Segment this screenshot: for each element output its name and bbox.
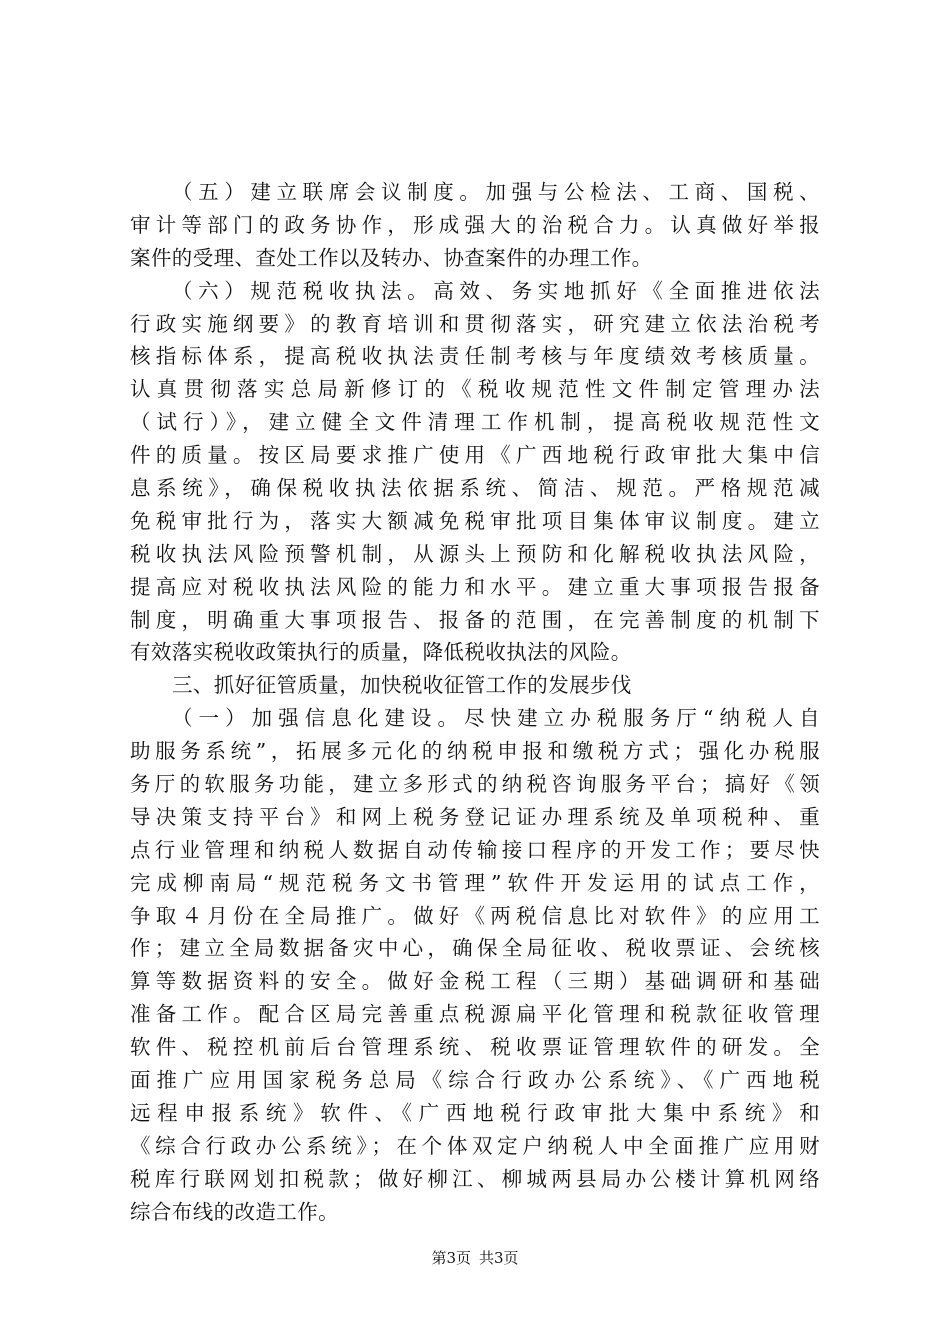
text-line: 提高应对税收执法风险的能力和水平。建立重大事项报告报备 bbox=[130, 574, 820, 599]
text-line: 件的质量。按区局要求推广使用《广西地税行政审批大集中信 bbox=[130, 443, 820, 468]
text-line: 综合布线的改造工作。 bbox=[130, 1199, 339, 1224]
text-line: 点行业管理和纳税人数据自动传输接口程序的开发工作；要尽快 bbox=[130, 837, 820, 862]
document-body bbox=[130, 176, 820, 1229]
text-line: 务厅的软服务功能，建立多形式的纳税咨询服务平台；搞好《领 bbox=[130, 772, 820, 797]
text-line: 有效落实税收政策执行的质量，降低税收执法的风险。 bbox=[130, 640, 632, 665]
text-line: 完成柳南局“规范税务文书管理”软件开发运用的试点工作， bbox=[130, 870, 820, 895]
text-line: 审计等部门的政务协作，形成强大的治税合力。认真做好举报 bbox=[130, 212, 820, 237]
text-line: 软件、税控机前后台管理系统、税收票证管理软件的研发。全 bbox=[130, 1035, 820, 1060]
text-line: 税收执法风险预警机制，从源头上预防和化解税收执法风险， bbox=[130, 541, 820, 566]
text-line: （五）建立联席会议制度。加强与公检法、工商、国税、 bbox=[172, 180, 820, 204]
text-line: 作；建立全局数据备灾中心，确保全局征收、税收票证、会统核 bbox=[130, 936, 820, 961]
text-line: 争取４月份在全局推广。做好《两税信息比对软件》的应用工 bbox=[130, 903, 820, 928]
text-line: （一）加强信息化建设。尽快建立办税服务厅“纳税人自 bbox=[172, 706, 820, 731]
text-line: 免税审批行为，落实大额减免税审批项目集体审议制度。建立 bbox=[130, 508, 820, 533]
text-line: （六）规范税收执法。高效、务实地抓好《全面推进依法 bbox=[172, 278, 820, 303]
text-line: 面推广应用国家税务总局《综合行政办公系统》、《广西地税 bbox=[130, 1068, 820, 1093]
text-line: 算等数据资料的安全。做好金税工程（三期）基础调研和基础 bbox=[130, 969, 820, 994]
text-line: 准备工作。配合区局完善重点税源扁平化管理和税款征收管理 bbox=[130, 1002, 820, 1027]
page-total: 共3页 bbox=[479, 1249, 519, 1267]
text-line: 三、抓好征管质量，加快税收征管工作的发展步伐 bbox=[172, 673, 632, 698]
text-line: 息系统》，确保税收执法依据系统、简洁、规范。严格规范减 bbox=[130, 476, 820, 501]
text-line: （试行）》，建立健全文件清理工作机制，提高税收规范性文 bbox=[130, 410, 820, 435]
text-line: 助服务系统”，拓展多元化的纳税申报和缴税方式；强化办税服 bbox=[130, 739, 820, 764]
page-footer bbox=[0, 1248, 950, 1268]
text-line: 远程申报系统》软件、《广西地税行政审批大集中系统》和 bbox=[130, 1100, 820, 1125]
text-line: 核指标体系，提高税收执法责任制考核与年度绩效考核质量。 bbox=[130, 344, 820, 369]
page-number: 第3页 bbox=[431, 1249, 471, 1267]
text-line: 案件的受理、查处工作以及转办、协查案件的办理工作。 bbox=[130, 245, 653, 270]
text-line: 《综合行政办公系统》；在个体双定户纳税人中全面推广应用财 bbox=[130, 1133, 820, 1158]
text-line: 税库行联网划扣税款；做好柳江、柳城两县局办公楼计算机网络 bbox=[130, 1166, 820, 1191]
text-line: 导决策支持平台》和网上税务登记证办理系统及单项税种、重 bbox=[130, 804, 820, 829]
text-line: 认真贯彻落实总局新修订的《税收规范性文件制定管理办法 bbox=[130, 377, 820, 402]
text-line: 行政实施纲要》的教育培训和贯彻落实，研究建立依法治税考 bbox=[130, 311, 820, 336]
text-line: 制度，明确重大事项报告、报备的范围，在完善制度的机制下 bbox=[130, 607, 820, 632]
